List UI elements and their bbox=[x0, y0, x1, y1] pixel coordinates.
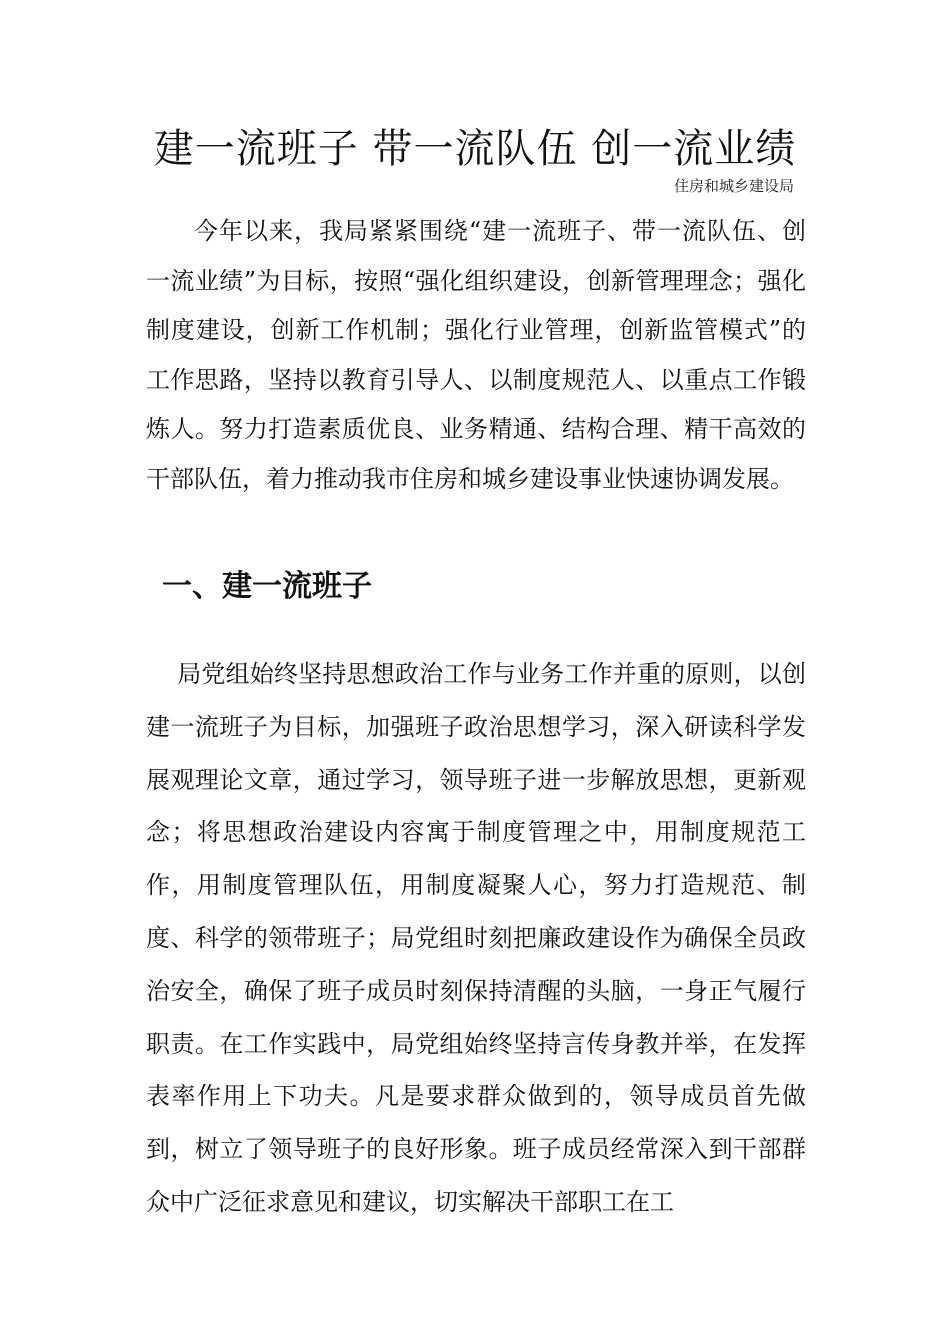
document-title: 建一流班子 带一流队伍 创一流业绩 bbox=[153, 126, 797, 172]
section-heading: 一、建一流班子 bbox=[162, 569, 372, 604]
section-body: 局党组始终坚持思想政治工作与业务工作并重的原则，以创建一流班子为目标，加强班子政治思想学习，深入研读科学发展观理论文章，通过学习，领导班子进一步解放思想，更新观念；将思想政治建设内容寓于制度管理之中，用制度规范工作，用制度管理队伍，用制度凝聚人心，努力打造规范、制度、科学的领带班子；局党组时刻把廉政建设作为确保全员政治安全，确保了班子成员时刻保持清醒的头脑，一身正气履行职责。在工作实践中，局党组始终坚持言传身教并举，在发挥表率作用上下功夫。凡是要求群众做到的，领导成员首先做到，树立了领导班子的良好形象。班子成员经常深入到干部群众中广泛征求意见和建议，切实解决干部职工在工 bbox=[146, 660, 806, 1216]
document-author: 住房和城乡建设局 bbox=[673, 177, 794, 195]
intro-paragraph: 今年以来，我局紧紧围绕“建一流班子、带一流队伍、创一流业绩”为目标，按照“强化组织建设，创新管理理念；强化制度建设，创新工作机制；强化行业管理，创新监管模式”的工作思路，坚持以教育引导人、以制度规范人、以重点工作锻炼人。努力打造素质优良、业务精通、结构合理、精干高效的干部队伍，着力推动我市住房和城乡建设事业快速协调发展。 bbox=[146, 217, 806, 493]
